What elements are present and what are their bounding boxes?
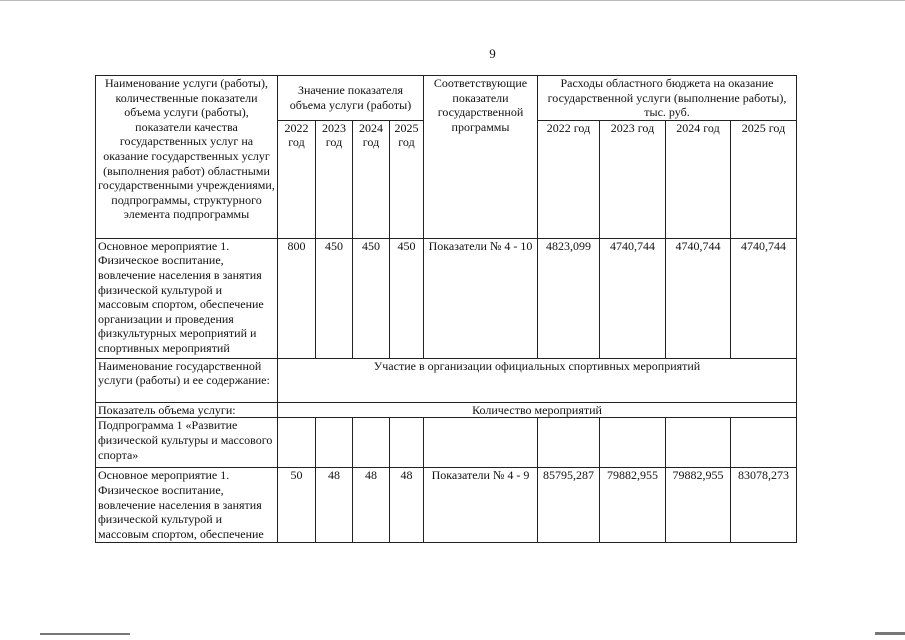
header-expenses-group: Расходы областного бюджета на оказание государственной услуги (выполнение работы), тыс. руб. (538, 76, 797, 121)
subprogram-row (96, 418, 797, 468)
header-name-cell: Наименование услуги (работы), количественные показатели объема услуги (работы), показатели качества государственных услуг на оказание государственных услуг (выполнения работ) областными государственными учреждениями, подпрограммы, структурного элемента подпрограммы (96, 76, 278, 239)
indicator-row (96, 402, 797, 418)
scan-mark (40, 633, 130, 635)
budget-table (95, 75, 797, 543)
subprogram-name-cell: Подпрограмма 1 «Развитие физической культуры и массового спорта» (96, 418, 278, 468)
header-value-year: 2025 год (390, 120, 424, 238)
row-value-cell: 48 (353, 468, 390, 543)
scan-mark (875, 632, 905, 635)
indicator-content-cell: Количество мероприятий (278, 402, 797, 418)
row-name-cell: Основное мероприятие 1. Физическое воспитание, вовлечение населения в занятия физической культурой и массовым спортом, обеспечение (96, 468, 278, 543)
page-number: 9 (489, 46, 496, 61)
row-expense-cell: 85795,287 (538, 468, 600, 543)
row-expense-cell: 4740,744 (600, 238, 666, 358)
service-row (96, 358, 797, 402)
header-value-group: Значение показателя объема услуги (работы) (278, 76, 424, 121)
empty-cell (424, 418, 538, 468)
empty-cell (600, 418, 666, 468)
empty-cell (666, 418, 731, 468)
row-value-cell: 450 (390, 238, 424, 358)
header-value-year: 2022 год (278, 120, 316, 238)
service-content-cell: Участие в организации официальных спортивных мероприятий (278, 358, 797, 402)
empty-cell (390, 418, 424, 468)
empty-cell (731, 418, 797, 468)
header-expense-year: 2025 год (731, 120, 797, 238)
indicator-label-cell: Показатель объема услуги: (96, 402, 278, 418)
row-programs-cell: Показатели № 4 - 10 (424, 238, 538, 358)
header-programs-cell: Соответствующие показатели государственной программы (424, 76, 538, 239)
row-value-cell: 450 (353, 238, 390, 358)
empty-cell (278, 418, 316, 468)
header-expense-year: 2023 год (600, 120, 666, 238)
row-expense-cell: 83078,273 (731, 468, 797, 543)
row-value-cell: 48 (390, 468, 424, 543)
table-row (96, 238, 797, 358)
header-expense-year: 2024 год (666, 120, 731, 238)
header-row-1 (96, 76, 797, 121)
row-value-cell: 800 (278, 238, 316, 358)
row-expense-cell: 4740,744 (731, 238, 797, 358)
empty-cell (316, 418, 353, 468)
row-expense-cell: 4740,744 (666, 238, 731, 358)
top-rule (0, 0, 905, 1)
empty-cell (353, 418, 390, 468)
row-value-cell: 48 (316, 468, 353, 543)
row-name-cell: Основное мероприятие 1. Физическое воспитание, вовлечение населения в занятия физической культурой и массовым спортом, обеспечение организации и проведения физкультурных мероприятий и спортивных мероприятий (96, 238, 278, 358)
row-value-cell: 450 (316, 238, 353, 358)
table-row (96, 468, 797, 543)
row-expense-cell: 4823,099 (538, 238, 600, 358)
header-expense-year: 2022 год (538, 120, 600, 238)
empty-cell (538, 418, 600, 468)
header-value-year: 2023 год (316, 120, 353, 238)
row-expense-cell: 79882,955 (666, 468, 731, 543)
header-value-year: 2024 год (353, 120, 390, 238)
row-expense-cell: 79882,955 (600, 468, 666, 543)
row-value-cell: 50 (278, 468, 316, 543)
service-label-cell: Наименование государственной услуги (работы) и ее содержание: (96, 358, 278, 402)
row-programs-cell: Показатели № 4 - 9 (424, 468, 538, 543)
